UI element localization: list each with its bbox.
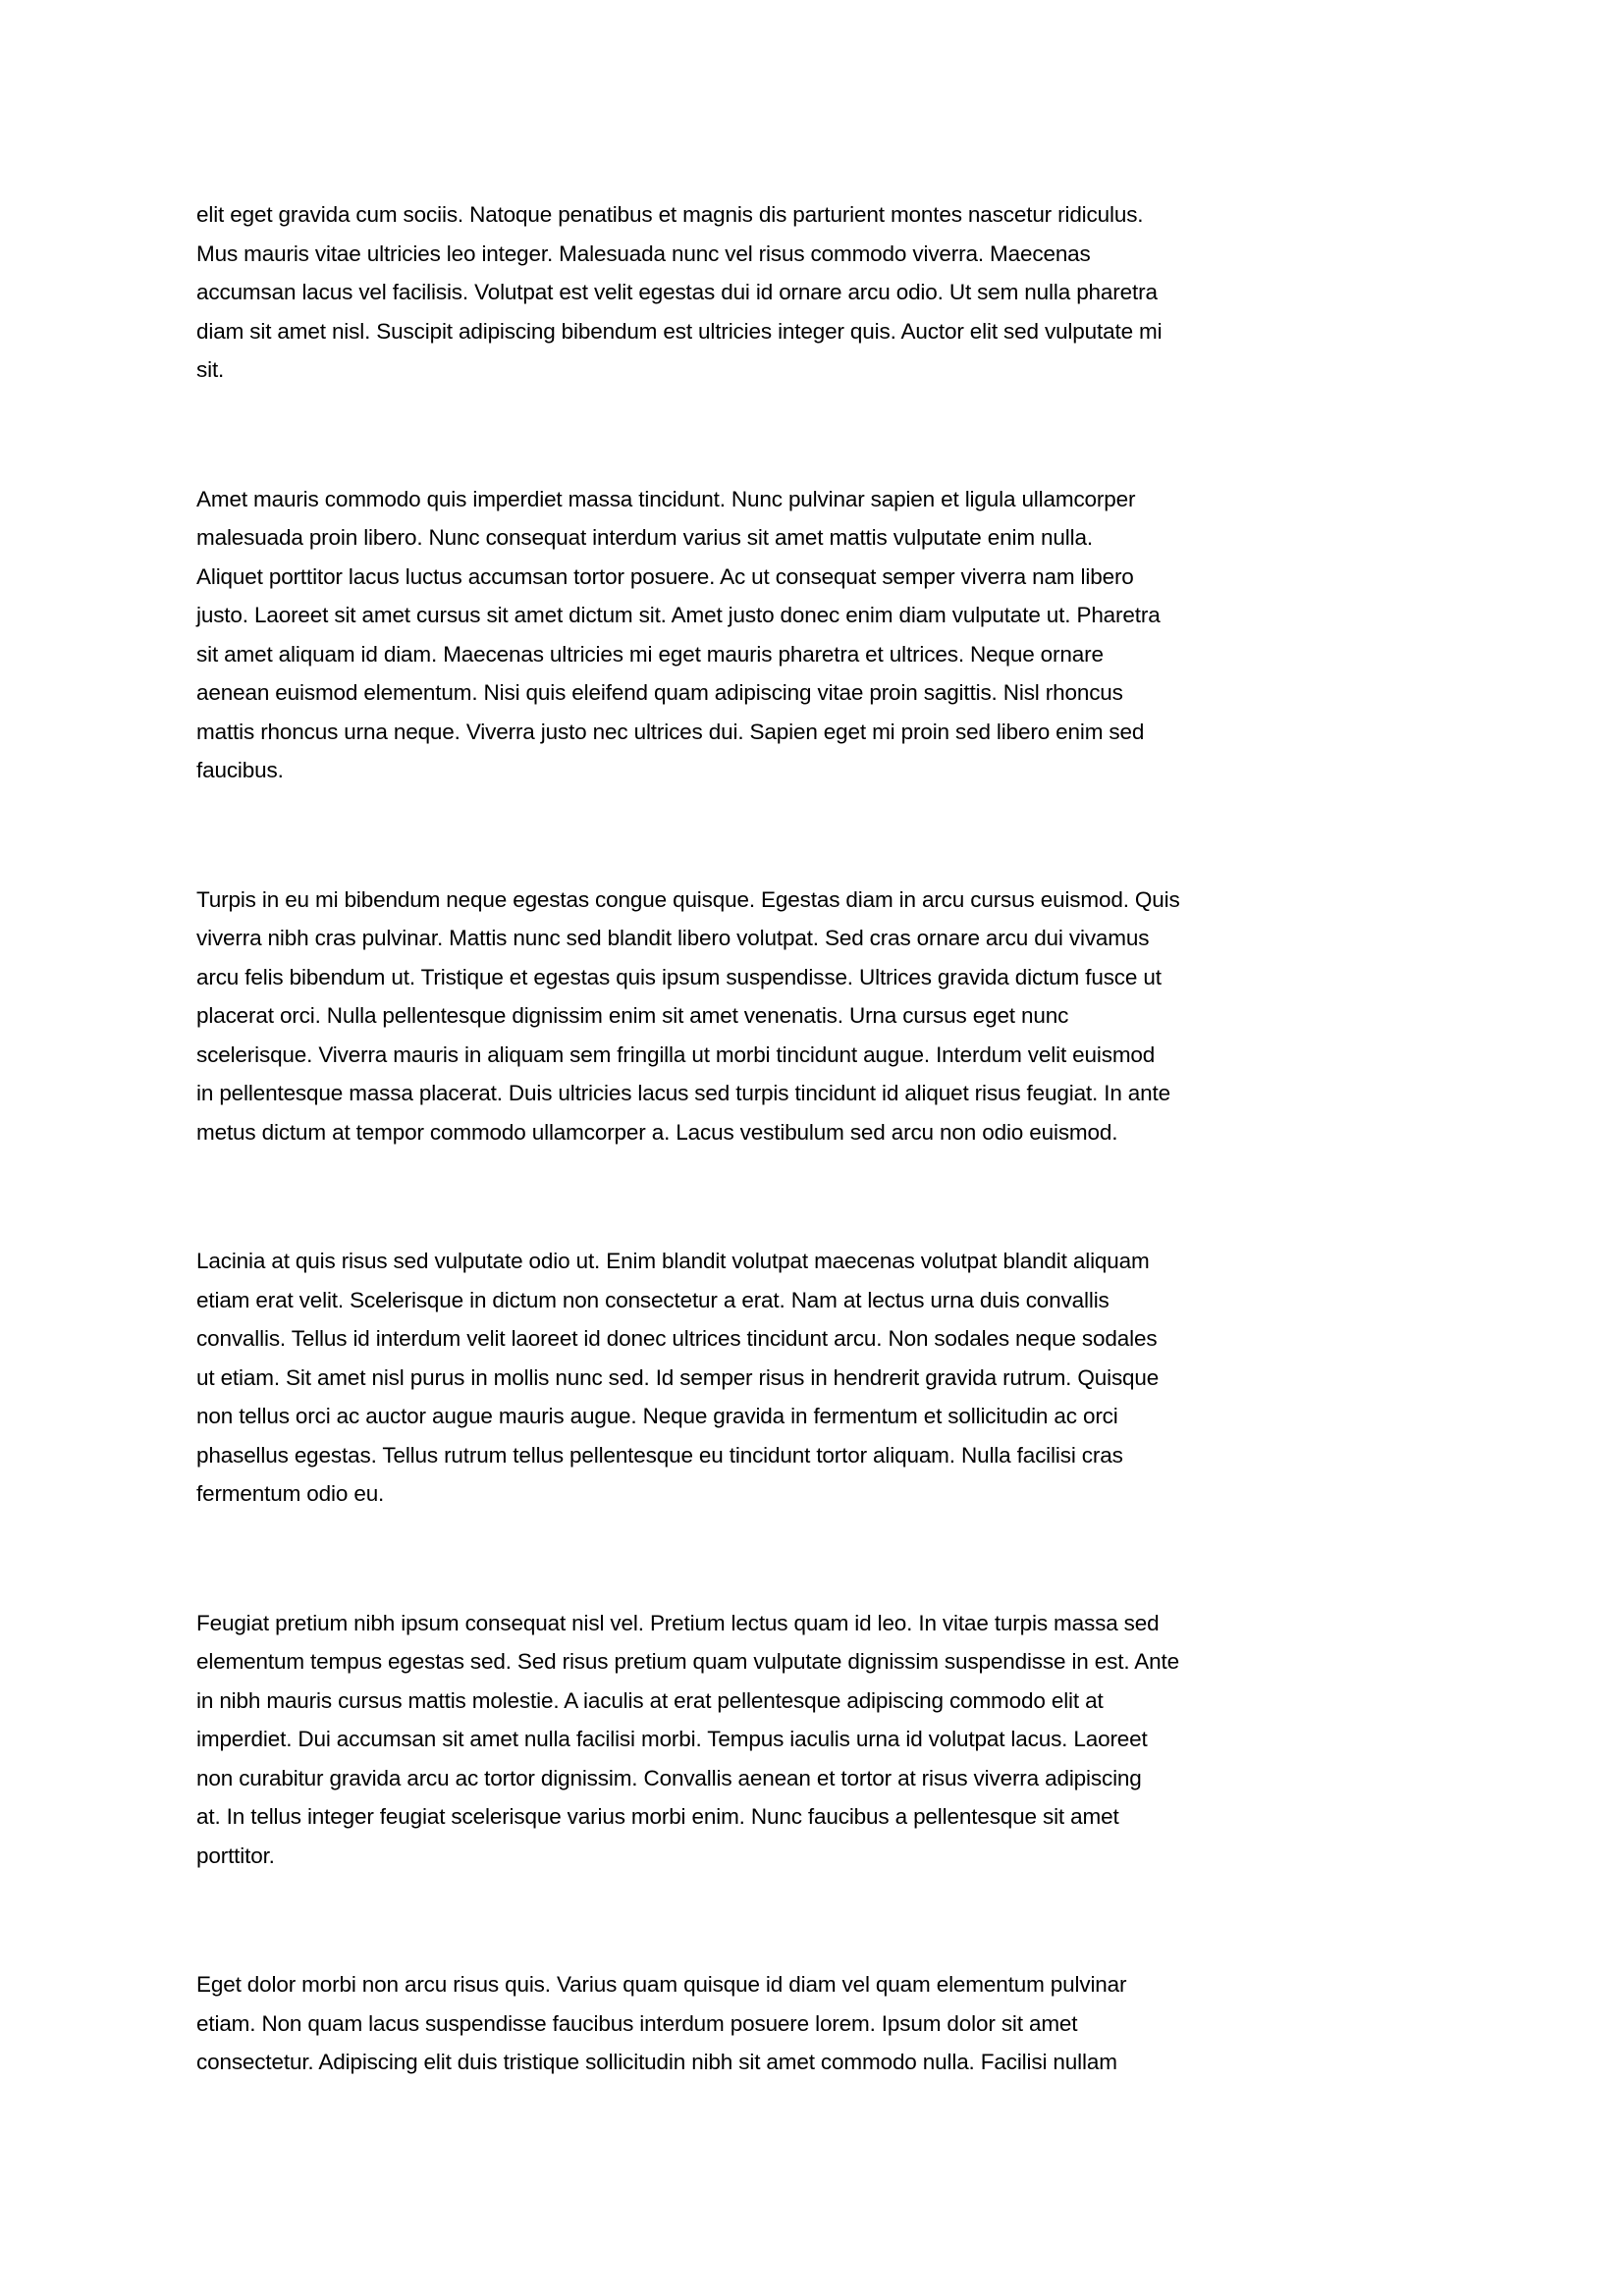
text-line: non curabitur gravida arcu ac tortor dignissim. Convallis aenean et tortor at risus viverra adipiscing <box>196 1765 1142 1790</box>
text-line: malesuada proin libero. Nunc consequat interdum varius sit amet mattis vulputate enim nulla. <box>196 525 1093 550</box>
text-line: in pellentesque massa placerat. Duis ultricies lacus sed turpis tincidunt id aliquet risus feugiat. In ante <box>196 1081 1170 1105</box>
text-line: faucibus. <box>196 758 284 782</box>
text-line: convallis. Tellus id interdum velit laoreet id donec ultrices tincidunt arcu. Non sodales neque sodales <box>196 1326 1158 1351</box>
text-line: ut etiam. Sit amet nisl purus in mollis nunc sed. Id semper risus in hendrerit gravida rutrum. Quisque <box>196 1364 1160 1390</box>
text-line: arcu felis bibendum ut. Tristique et egestas quis ipsum suspendisse. Ultrices gravida dictum fusce ut <box>196 964 1162 989</box>
text-line: accumsan lacus vel facilisis. Volutpat est velit egestas dui id ornare arcu odio. Ut sem nulla pharetra <box>196 280 1158 304</box>
text-line: sit. <box>196 357 225 382</box>
text-line: elit eget gravida cum sociis. Natoque penatibus et magnis dis parturient montes nascetur ridiculus. <box>196 202 1144 227</box>
text-line: fermentum odio eu. <box>196 1481 385 1506</box>
text-line: Aliquet porttitor lacus luctus accumsan tortor posuere. Ac ut consequat semper viverra nam libero <box>196 563 1134 589</box>
text-line: etiam erat velit. Scelerisque in dictum non consectetur a erat. Nam at lectus urna duis convallis <box>196 1287 1110 1312</box>
text-line: Eget dolor morbi non arcu risus quis. Varius quam quisque id diam vel quam elementum pulvinar <box>196 1972 1127 1997</box>
text-line: aenean euismod elementum. Nisi quis eleifend quam adipiscing vitae proin sagittis. Nisl rhoncus <box>196 680 1123 705</box>
paragraph-4 <box>196 1242 1434 1514</box>
text-line: metus dictum at tempor commodo ullamcorper a. Lacus vestibulum sed arcu non odio euismod. <box>196 1119 1118 1145</box>
text-line: Mus mauris vitae ultricies leo integer. Malesuada nunc vel risus commodo viverra. Maecenas <box>196 240 1091 266</box>
text-line: elementum tempus egestas sed. Sed risus pretium quam vulputate dignissim suspendisse in est. Ante <box>196 1649 1179 1674</box>
text-line: placerat orci. Nulla pellentesque dignissim enim sit amet venenatis. Urna cursus eget nunc <box>196 1003 1069 1028</box>
paragraph-2 <box>196 480 1434 790</box>
text-line: Feugiat pretium nibh ipsum consequat nisl vel. Pretium lectus quam id leo. In vitae turpis massa sed <box>196 1610 1160 1635</box>
text-line: imperdiet. Dui accumsan sit amet nulla facilisi morbi. Tempus iaculis urna id volutpat lacus. Laoreet <box>196 1727 1148 1751</box>
paragraph-3 <box>196 881 1434 1152</box>
text-line: scelerisque. Viverra mauris in aliquam sem fringilla ut morbi tincidunt augue. Interdum velit euismod <box>196 1041 1156 1067</box>
text-line: viverra nibh cras pulvinar. Mattis nunc sed blandit libero volutpat. Sed cras ornare arcu dui vivamus <box>196 926 1150 950</box>
text-line: non tellus orci ac auctor augue mauris augue. Neque gravida in fermentum et sollicitudin ac orci <box>196 1404 1118 1428</box>
paragraph-5 <box>196 1604 1434 1876</box>
text-line: Turpis in eu mi bibendum neque egestas congue quisque. Egestas diam in arcu cursus euismod. Quis <box>196 886 1180 912</box>
text-line: at. In tellus integer feugiat scelerisque varius morbi enim. Nunc faucibus a pellentesque sit amet <box>196 1804 1119 1829</box>
paragraph-6 <box>196 1965 1434 2082</box>
text-line: mattis rhoncus urna neque. Viverra justo nec ultrices dui. Sapien eget mi proin sed libero enim sed <box>196 719 1145 744</box>
text-line: in nibh mauris cursus mattis molestie. A iaculis at erat pellentesque adipiscing commodo elit at <box>196 1687 1104 1713</box>
text-line: Amet mauris commodo quis imperdiet massa tincidunt. Nunc pulvinar sapien et ligula ullamcorper <box>196 486 1136 511</box>
text-line: consectetur. Adipiscing elit duis tristique sollicitudin nibh sit amet commodo nulla. Facilisi nullam <box>196 2050 1117 2074</box>
text-line: phasellus egestas. Tellus rutrum tellus pellentesque eu tincidunt tortor aliquam. Nulla facilisi cras <box>196 1442 1123 1468</box>
text-line: Lacinia at quis risus sed vulputate odio ut. Enim blandit volutpat maecenas volutpat blandit aliquam <box>196 1249 1150 1273</box>
text-line: justo. Laoreet sit amet cursus sit amet dictum sit. Amet justo donec enim diam vulputate ut. Pharetra <box>196 603 1161 627</box>
text-line: porttitor. <box>196 1842 275 1868</box>
text-line: etiam. Non quam lacus suspendisse faucibus interdum posuere lorem. Ipsum dolor sit amet <box>196 2010 1078 2036</box>
text-line: sit amet aliquam id diam. Maecenas ultricies mi eget mauris pharetra et ultrices. Neque ornare <box>196 641 1104 667</box>
paragraph-1 <box>196 195 1434 390</box>
document-body <box>196 195 1434 2172</box>
text-line: diam sit amet nisl. Suscipit adipiscing bibendum est ultricies integer quis. Auctor elit sed vulputate mi <box>196 318 1163 344</box>
